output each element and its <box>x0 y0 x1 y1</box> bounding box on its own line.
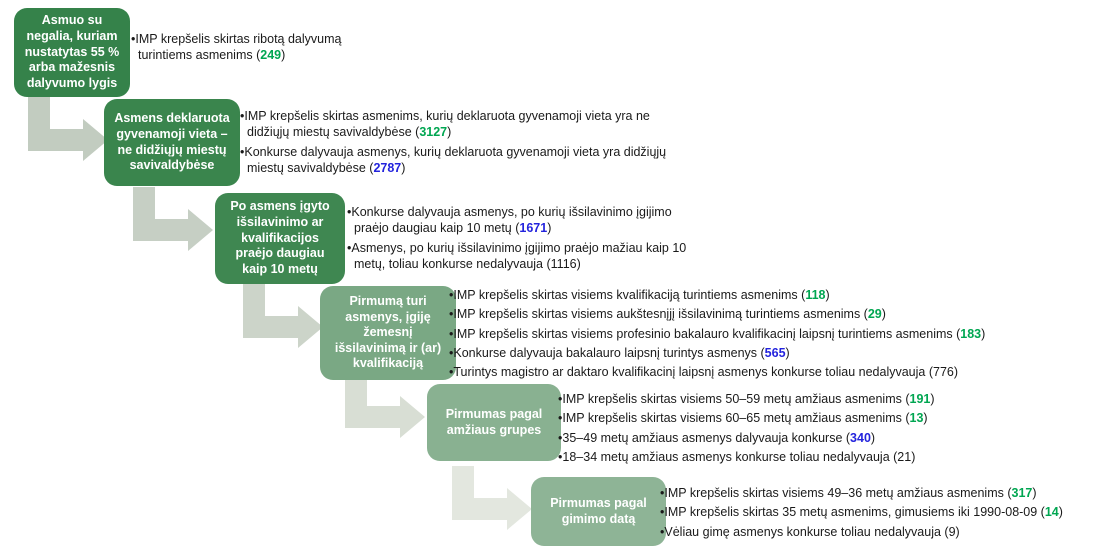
bent-arrow-connector-1 <box>28 97 110 163</box>
step-box-4-label: Pirmumą turi asmenys, įgiję žemesnį išsilavinimą ir (ar) kvalifikaciją <box>334 293 442 371</box>
step-box-4 <box>320 286 456 380</box>
step-box-1 <box>14 8 130 97</box>
step-bullets-5 <box>558 391 1078 468</box>
count-value: 9 <box>948 524 956 539</box>
step-box-2 <box>104 99 240 186</box>
step-bullets-2 <box>240 108 688 179</box>
count-value: 118 <box>805 288 826 302</box>
bullet-item: • IMP krepšelis skirtas asmenims, kurių deklaruota gyvenamoji vieta yra ne didžiųjų miestų savivaldybėse (3127) <box>240 108 688 141</box>
bent-arrow-connector-4 <box>345 374 427 440</box>
step-bullets-1 <box>131 31 379 67</box>
step-box-3-label: Po asmens įgyto išsilavinimo ar kvalifikacijos praėjo daugiau kaip 10 metų <box>230 199 330 276</box>
bullet-item: • Konkurse dalyvauja asmenys, kurių deklaruota gyvenamoji vieta yra didžiųjų miestų savivaldybėse (2787) <box>240 144 688 177</box>
step-box-6 <box>531 477 666 546</box>
step-box-1-label: Asmuo su negalia, kuriam nustatytas 55 % arba mažesnis dalyvumo lygis <box>24 13 120 90</box>
count-value: 29 <box>867 307 882 322</box>
bullet-item: • Konkurse dalyvauja asmenys, po kurių išsilavinimo įgijimo praėjo daugiau kaip 10 metų (1671) <box>347 204 695 237</box>
count-value: 776 <box>933 365 954 379</box>
step-box-2-label: Asmens deklaruota gyvenamoji vieta – ne didžiųjų miestų savivaldybėse <box>114 111 230 173</box>
count-value: 183 <box>960 326 982 341</box>
count-value: 2787 <box>373 160 402 175</box>
count-value: 565 <box>764 345 786 360</box>
count-value: 3127 <box>419 125 448 140</box>
bent-arrow-connector-2 <box>133 187 215 253</box>
step-bullets-4 <box>449 287 1094 383</box>
bullet-item: • 18–34 metų amžiaus asmenys konkurse toliau nedalyvauja (21) <box>558 449 1078 465</box>
bullet-item: • IMP krepšelis skirtas visiems profesinio bakalauro kvalifikacinį laipsnį turintiems asmenims (183) <box>449 326 1094 342</box>
bullet-item: • IMP krepšelis skirtas visiems aukštesnįjį išsilavinimą turintiems asmenims (29) <box>449 306 1094 322</box>
bullet-item: • IMP krepšelis skirtas visiems kvalifikaciją turintiems asmenims (118) <box>449 287 1094 303</box>
step-box-6-label: Pirmumas pagal gimimo datą <box>550 495 647 526</box>
count-value: 1671 <box>519 221 548 236</box>
count-value: 14 <box>1044 505 1059 520</box>
step-box-3 <box>215 193 345 284</box>
step-box-5-label: Pirmumas pagal amžiaus grupes <box>445 406 543 437</box>
bullet-item: • Konkurse dalyvauja bakalauro laipsnį turintys asmenys (565) <box>449 345 1094 361</box>
bullet-item: • IMP krepšelis skirtas 35 metų asmenims, gimusiems iki 1990-08-09 (14) <box>660 504 1099 520</box>
bullet-item: • Asmenys, po kurių išsilavinimo įgijimo praėjo mažiau kaip 10 metų, toliau konkurse nedalyvauja (1116) <box>347 240 695 273</box>
count-value: 340 <box>850 430 871 445</box>
step-bullets-3 <box>347 204 695 275</box>
bullet-item: • 35–49 metų amžiaus asmenys dalyvauja konkurse (340) <box>558 430 1078 446</box>
count-value: 249 <box>260 48 282 63</box>
bullet-item: • Vėliau gimę asmenys konkurse toliau nedalyvauja (9) <box>660 524 1099 540</box>
bullet-item: • IMP krepšelis skirtas ribotą dalyvumą turintiems asmenims (249) <box>131 31 379 64</box>
step-box-5 <box>427 384 561 461</box>
bullet-item: • IMP krepšelis skirtas visiems 60–65 metų amžiaus asmenims (13) <box>558 410 1078 426</box>
bent-arrow-connector-3 <box>243 284 325 350</box>
count-value: 21 <box>897 449 912 464</box>
step-bullets-6 <box>660 485 1099 543</box>
count-value: 317 <box>1011 486 1033 500</box>
count-value: 13 <box>909 411 924 426</box>
count-value: 1116 <box>550 256 577 271</box>
bullet-item: • Turintys magistro ar daktaro kvalifikacinį laipsnį asmenys konkurse toliau nedalyvauja (776) <box>449 364 1094 380</box>
bullet-item: • IMP krepšelis skirtas visiems 50–59 metų amžiaus asmenims (191) <box>558 391 1078 407</box>
count-value: 191 <box>909 392 931 406</box>
bullet-item: • IMP krepšelis skirtas visiems 49–36 metų amžiaus asmenims (317) <box>660 485 1099 501</box>
bent-arrow-connector-5 <box>452 466 534 532</box>
